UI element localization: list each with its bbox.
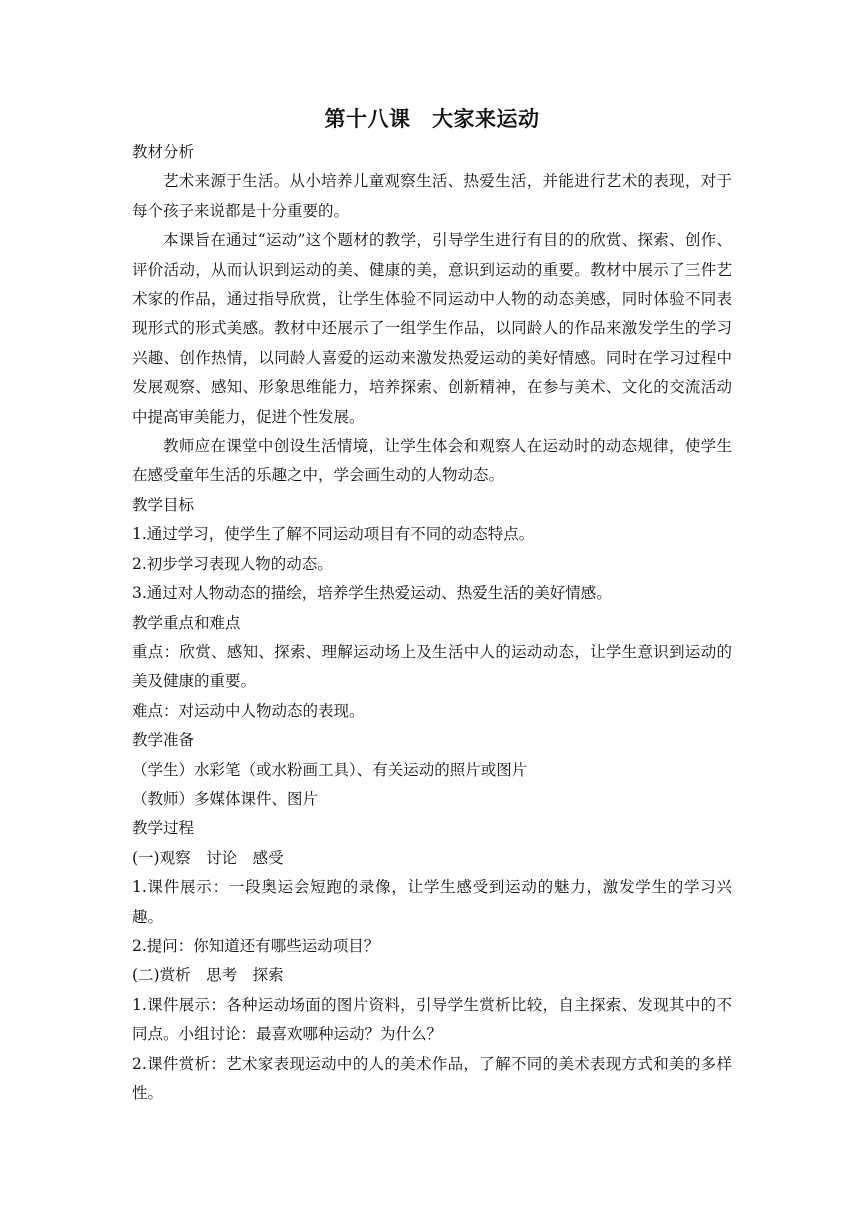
- section-heading-keypoints: 教学重点和难点: [132, 613, 241, 632]
- goal-item-3: 3.通过对人物动态的描绘，培养学生热爱运动、热爱生活的美好情感。: [132, 584, 612, 603]
- section-heading-preparation: 教学准备: [132, 731, 195, 750]
- step-2-item-2: 2.课件赏析：艺术家表现运动中的人的美术作品，了解不同的美术表现方式和美的多样性。: [132, 1054, 732, 1102]
- step-1-item-1: 1.课件展示：一段奥运会短跑的录像，让学生感受到运动的魅力，激发学生的学习兴趣。: [132, 878, 732, 926]
- document-page: [132, 104, 732, 1108]
- goal-item-1: 1.通过学习，使学生了解不同运动项目有不同的动态特点。: [132, 525, 535, 544]
- goal-item-2: 2.初步学习表现人物的动态。: [132, 554, 333, 573]
- analysis-paragraph-3: 教师应在课堂中创设生活情境，让学生体会和观察人在运动时的动态规律，使学生在感受童年生活的乐趣之中，学会画生动的人物动态。: [132, 437, 732, 485]
- step-2-heading: (二)赏析 思考 探索: [132, 966, 284, 985]
- preparation-students: （学生）水彩笔（或水粉画工具）、有关运动的照片或图片: [132, 760, 528, 779]
- document-title: 第十八课 大家来运动: [324, 107, 540, 131]
- section-heading-goals: 教学目标: [132, 495, 195, 514]
- step-2-item-1: 1.课件展示：各种运动场面的图片资料，引导学生赏析比较，自主探索、发现其中的不同点。小组讨论：最喜欢哪种运动？为什么？: [132, 995, 732, 1044]
- preparation-teacher: （教师）多媒体课件、图片: [132, 789, 319, 808]
- section-heading-analysis: 教材分析: [132, 143, 195, 161]
- section-heading-process: 教学过程: [132, 819, 195, 838]
- keypoint-text: 重点：欣赏、感知、探索、理解运动场上及生活中人的运动动态，让学生意识到运动的美及健康的重要。: [132, 642, 732, 691]
- step-1-heading: (一)观察 讨论 感受: [132, 848, 284, 867]
- step-1-item-2: 2.提问：你知道还有哪些运动项目？: [132, 936, 380, 955]
- analysis-paragraph-1: 艺术来源于生活。从小培养儿童观察生活、热爱生活，并能进行艺术的表现，对于每个孩子来说都是十分重要的。: [132, 172, 732, 220]
- difficulty-text: 难点：对运动中人物动态的表现。: [132, 701, 365, 720]
- analysis-paragraph-2: 本课旨在通过“运动”这个题材的教学，引导学生进行有目的的欣赏、探索、创作、评价活动，从而认识到运动的美、健康的美，意识到运动的重要。教材中展示了三件艺术家的作品，通过指导欣赏，让学生体验不同运动中人物的动态美感，同时体验不同表现形式的形式美感。教材中还展示了一组学生作品，以同龄人的作品来激发学生的学习兴趣、创作热情，以同龄人喜爱的运动来激发热爱运动的美好情感。同时在学习过程中发展观察、感知、形象思维能力，培养探索、创新精神，在参与美术、文化的交流活动中提高审美能力，促进个性发展。: [132, 231, 732, 426]
